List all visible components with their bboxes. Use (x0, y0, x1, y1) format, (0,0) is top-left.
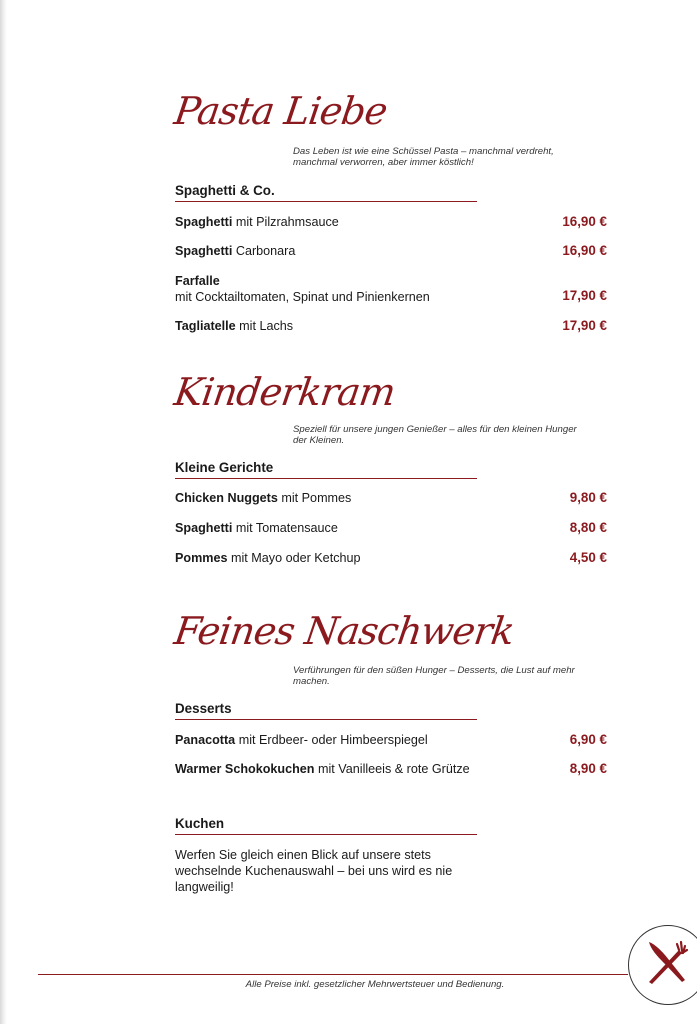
item-name: Farfalle (175, 274, 220, 288)
item-description: mit Mayo oder Ketchup (231, 551, 361, 565)
category-heading: Desserts (175, 701, 477, 720)
menu-item (175, 490, 607, 506)
footer-note: Alle Preise inkl. gesetzlicher Mehrwertsteuer und Bedienung. (245, 979, 505, 990)
restaurant-logo (628, 925, 697, 1005)
menu-item (175, 520, 607, 536)
item-price: 8,90 € (569, 761, 607, 776)
item-name: Panacotta (175, 733, 236, 747)
item-description: mit Vanilleeis & rote Grütze (318, 762, 470, 776)
section-tagline: Das Leben ist wie eine Schüssel Pasta – manchmal verdreht, manchmal verworren, aber immer köstlich! (293, 146, 554, 168)
menu-item (175, 732, 607, 748)
kuchen-description: Werfen Sie gleich einen Blick auf unsere stets wechselnde Kuchenauswahl – bei uns wird es nie langweilig! (175, 848, 453, 894)
menu-item (175, 243, 607, 259)
item-name: Warmer Schokokuchen (175, 762, 315, 776)
item-description: mit Tomatensauce (235, 521, 338, 535)
section-tagline: Verführungen für den süßen Hunger – Desserts, die Lust auf mehr machen. (293, 665, 575, 687)
item-price: 4,50 € (569, 550, 607, 565)
item-description: mit Erdbeer- oder Himbeerspiegel (238, 733, 428, 747)
menu-item (175, 318, 607, 334)
section-title: Feines Naschwerk (171, 609, 517, 653)
item-description: mit Pilzrahmsauce (235, 215, 339, 229)
item-name: Pommes (175, 551, 228, 565)
item-description: mit Lachs (239, 319, 294, 333)
item-name: Chicken Nuggets (175, 491, 278, 505)
section-title: Kinderkram (171, 370, 398, 414)
item-description: mit Cocktailtomaten, Spinat und Pinienkernen (175, 290, 430, 304)
category-heading: Kleine Gerichte (175, 460, 477, 479)
menu-item (175, 550, 607, 566)
item-price: 17,90 € (562, 288, 607, 303)
menu-item (175, 273, 607, 305)
page-edge (0, 0, 7, 1024)
item-name: Spaghetti (175, 244, 233, 258)
section-tagline: Speziell für unsere jungen Genießer – alles für den kleinen Hunger der Kleinen. (293, 424, 577, 446)
item-price: 16,90 € (562, 214, 607, 229)
item-name: Spaghetti (175, 521, 233, 535)
category-heading-kuchen: Kuchen (175, 816, 477, 835)
menu-item (175, 761, 607, 777)
item-price: 8,80 € (569, 520, 607, 535)
footer-divider (38, 974, 628, 975)
category-heading: Spaghetti & Co. (175, 183, 477, 202)
item-description: Carbonara (235, 244, 296, 258)
section-title: Pasta Liebe (171, 89, 390, 133)
item-description: mit Pommes (281, 491, 352, 505)
item-price: 9,80 € (569, 490, 607, 505)
menu-item (175, 214, 607, 230)
item-name: Spaghetti (175, 215, 233, 229)
item-price: 16,90 € (562, 243, 607, 258)
item-price: 6,90 € (569, 732, 607, 747)
item-name: Tagliatelle (175, 319, 236, 333)
item-price: 17,90 € (562, 318, 607, 333)
crossed-knife-fork-icon (641, 936, 693, 988)
